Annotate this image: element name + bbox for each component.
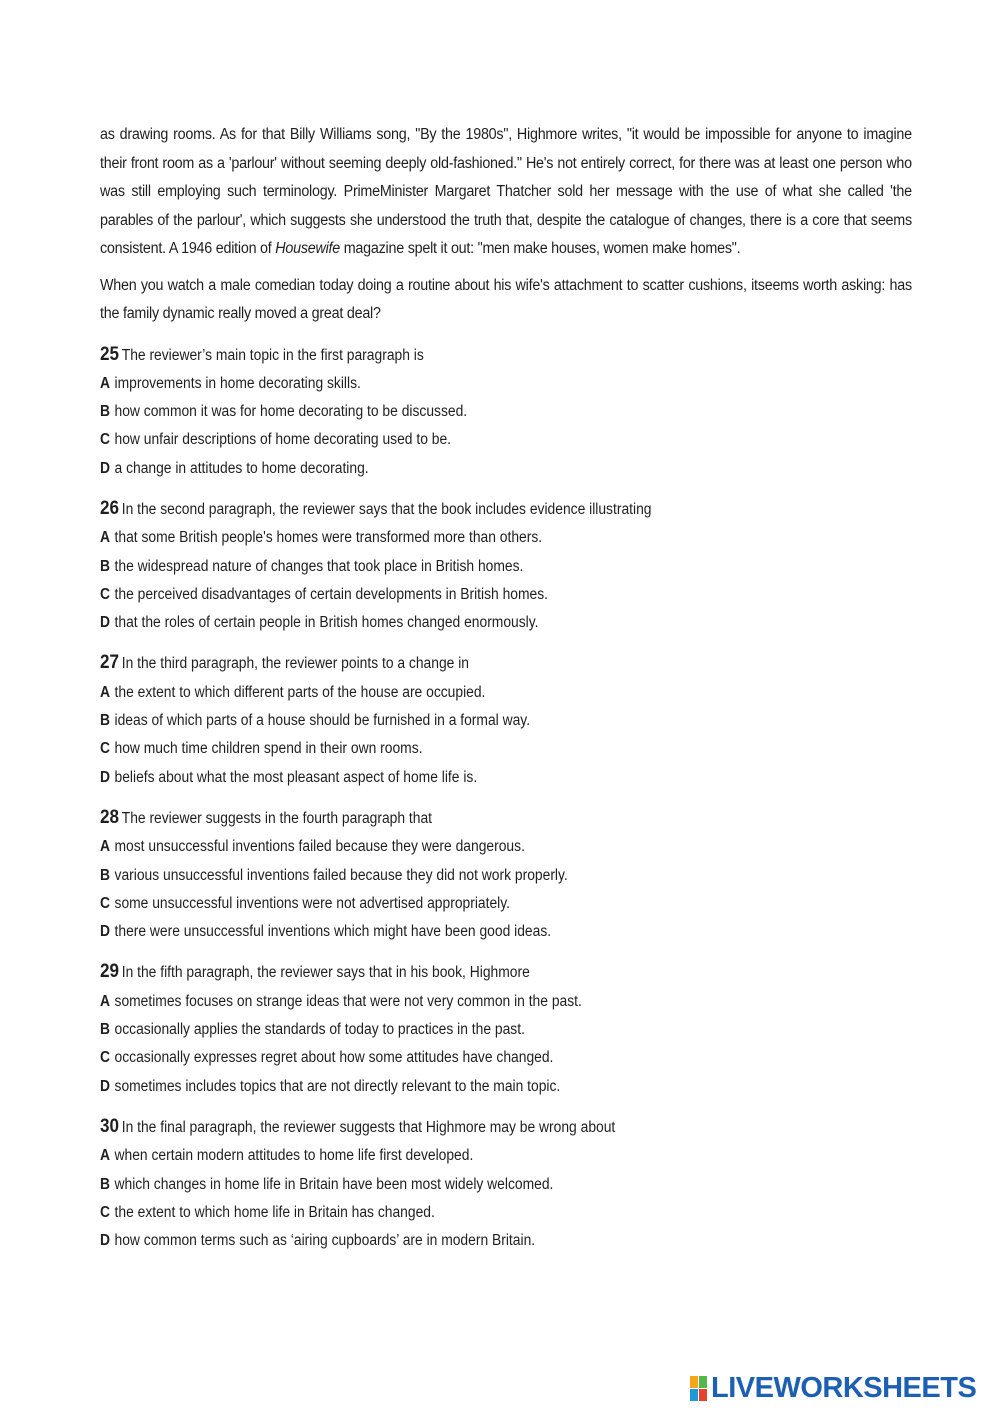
option-c bbox=[100, 581, 831, 609]
logo-mark-tile bbox=[690, 1376, 698, 1388]
question-number: 26 bbox=[100, 497, 120, 519]
option-letter: C bbox=[100, 585, 111, 603]
option-letter: C bbox=[100, 740, 111, 758]
question-stem bbox=[100, 649, 831, 678]
option-b bbox=[100, 398, 831, 426]
option-a bbox=[100, 370, 831, 398]
question-number: 29 bbox=[100, 961, 120, 983]
question-text: The reviewer suggests in the fourth paragraph that bbox=[121, 809, 433, 827]
question-stem bbox=[100, 495, 831, 524]
question-stem bbox=[100, 1113, 831, 1142]
liveworksheets-logo bbox=[690, 1372, 976, 1405]
option-text: how common terms such as ‘airing cupboards’ are in modern Britain. bbox=[114, 1232, 536, 1250]
question-26 bbox=[100, 495, 912, 637]
option-letter: C bbox=[100, 894, 111, 912]
option-letter: A bbox=[100, 992, 111, 1010]
question-text: In the fifth paragraph, the reviewer says that in his book, Highmore bbox=[121, 964, 530, 982]
question-30 bbox=[100, 1113, 912, 1255]
option-text: improvements in home decorating skills. bbox=[114, 374, 361, 392]
option-text: there were unsuccessful inventions which might have been good ideas. bbox=[114, 923, 552, 941]
option-text: most unsuccessful inventions failed because they were dangerous. bbox=[114, 838, 525, 856]
option-text: the perceived disadvantages of certain developments in British homes. bbox=[114, 585, 549, 603]
passage-paragraph-2: When you watch a male comedian today doing a routine about his wife's attachment to scatter cushions, itseems worth asking: has the family dynamic really moved a great deal? bbox=[100, 276, 912, 322]
option-text: when certain modern attitudes to home life first developed. bbox=[114, 1147, 474, 1165]
option-c bbox=[100, 1199, 831, 1227]
option-text: occasionally expresses regret about how some attitudes have changed. bbox=[114, 1049, 554, 1067]
option-letter: C bbox=[100, 431, 111, 449]
question-number: 28 bbox=[100, 806, 120, 828]
option-d bbox=[100, 455, 831, 483]
option-text: the widespread nature of changes that took place in British homes. bbox=[114, 557, 524, 575]
option-letter: B bbox=[100, 557, 111, 575]
option-letter: C bbox=[100, 1203, 111, 1221]
option-letter: A bbox=[100, 1147, 111, 1165]
option-d bbox=[100, 609, 831, 637]
option-d bbox=[100, 918, 831, 946]
option-letter: A bbox=[100, 838, 111, 856]
question-stem bbox=[100, 804, 831, 833]
option-d bbox=[100, 764, 831, 792]
question-27 bbox=[100, 649, 912, 791]
option-text: the extent to which different parts of the house are occupied. bbox=[114, 683, 486, 701]
question-number: 25 bbox=[100, 343, 120, 365]
passage-text: as drawing rooms. As for that Billy Williams song, "By the 1980s", Highmore writes, "it would be impossible for anyone to imagine their front room as a 'parlour' without seeming deeply old-fashioned." He's not entirely correct, for there was at least one person who was still employing such terminology. PrimeMinister Margaret Thatcher sold her message with the use of what she called 'the parables of the parlour', which suggests she understood the truth that, despite the catalogue of changes, there is a core that seems consistent. A 1946 edition of bbox=[100, 126, 912, 257]
question-text: In the third paragraph, the reviewer points to a change in bbox=[121, 655, 470, 673]
option-a bbox=[100, 833, 831, 861]
option-letter: D bbox=[100, 923, 111, 941]
logo-mark-tile bbox=[699, 1389, 707, 1401]
option-text: which changes in home life in Britain have been most widely welcomed. bbox=[114, 1175, 554, 1193]
option-d bbox=[100, 1227, 831, 1255]
option-text: some unsuccessful inventions were not advertised appropriately. bbox=[114, 894, 511, 912]
magazine-title: Housewife bbox=[275, 240, 340, 257]
option-b bbox=[100, 553, 831, 581]
option-letter: A bbox=[100, 374, 111, 392]
option-a bbox=[100, 988, 831, 1016]
logo-text: LIVEWORKSHEETS bbox=[711, 1372, 977, 1404]
option-letter: D bbox=[100, 1077, 111, 1095]
question-number: 30 bbox=[100, 1115, 120, 1137]
logo-mark-tile bbox=[690, 1389, 698, 1401]
option-letter: B bbox=[100, 866, 111, 884]
question-29 bbox=[100, 958, 912, 1100]
option-text: that some British people's homes were transformed more than others. bbox=[114, 529, 543, 547]
option-text: the extent to which home life in Britain has changed. bbox=[114, 1203, 435, 1221]
logo-mark-icon bbox=[690, 1376, 707, 1401]
question-stem bbox=[100, 958, 831, 987]
option-letter: C bbox=[100, 1049, 111, 1067]
option-text: beliefs about what the most pleasant aspect of home life is. bbox=[114, 768, 478, 786]
option-c bbox=[100, 735, 831, 763]
option-b bbox=[100, 1171, 831, 1199]
option-letter: D bbox=[100, 768, 111, 786]
question-stem bbox=[100, 341, 831, 370]
question-25 bbox=[100, 341, 912, 483]
option-letter: A bbox=[100, 683, 111, 701]
option-letter: D bbox=[100, 459, 111, 477]
option-a bbox=[100, 1142, 831, 1170]
question-28 bbox=[100, 804, 912, 946]
option-b bbox=[100, 1016, 831, 1044]
option-letter: D bbox=[100, 1232, 111, 1250]
option-a bbox=[100, 679, 831, 707]
question-number: 27 bbox=[100, 652, 120, 674]
option-text: sometimes includes topics that are not directly relevant to the main topic. bbox=[114, 1077, 561, 1095]
option-letter: B bbox=[100, 403, 111, 421]
option-text: various unsuccessful inventions failed because they did not work properly. bbox=[114, 866, 568, 884]
option-c bbox=[100, 1044, 831, 1072]
question-list bbox=[100, 341, 912, 1256]
option-text: sometimes focuses on strange ideas that were not very common in the past. bbox=[114, 992, 582, 1010]
option-text: how much time children spend in their own rooms. bbox=[114, 740, 423, 758]
option-a bbox=[100, 524, 831, 552]
option-text: a change in attitudes to home decorating. bbox=[114, 459, 369, 477]
option-letter: A bbox=[100, 529, 111, 547]
logo-mark-tile bbox=[699, 1376, 707, 1388]
option-letter: B bbox=[100, 1175, 111, 1193]
option-text: occasionally applies the standards of today to practices in the past. bbox=[114, 1021, 525, 1039]
question-text: In the second paragraph, the reviewer says that the book includes evidence illustrating bbox=[121, 500, 652, 518]
option-letter: B bbox=[100, 712, 111, 730]
worksheet-page bbox=[100, 121, 912, 1255]
option-c bbox=[100, 890, 831, 918]
option-b bbox=[100, 707, 831, 735]
option-text: that the roles of certain people in British homes changed enormously. bbox=[114, 614, 539, 632]
option-c bbox=[100, 426, 831, 454]
option-text: ideas of which parts of a house should be furnished in a formal way. bbox=[114, 712, 531, 730]
question-text: In the final paragraph, the reviewer suggests that Highmore may be wrong about bbox=[121, 1118, 616, 1136]
option-d bbox=[100, 1073, 831, 1101]
option-letter: D bbox=[100, 614, 111, 632]
passage-paragraph-1 bbox=[100, 121, 912, 264]
option-b bbox=[100, 862, 831, 890]
option-text: how unfair descriptions of home decorating used to be. bbox=[114, 431, 452, 449]
question-text: The reviewer’s main topic in the first paragraph is bbox=[121, 346, 424, 364]
option-text: how common it was for home decorating to be discussed. bbox=[114, 403, 468, 421]
passage-text-end: magazine spelt it out: "men make houses, women make homes". bbox=[339, 240, 741, 257]
option-letter: B bbox=[100, 1021, 111, 1039]
